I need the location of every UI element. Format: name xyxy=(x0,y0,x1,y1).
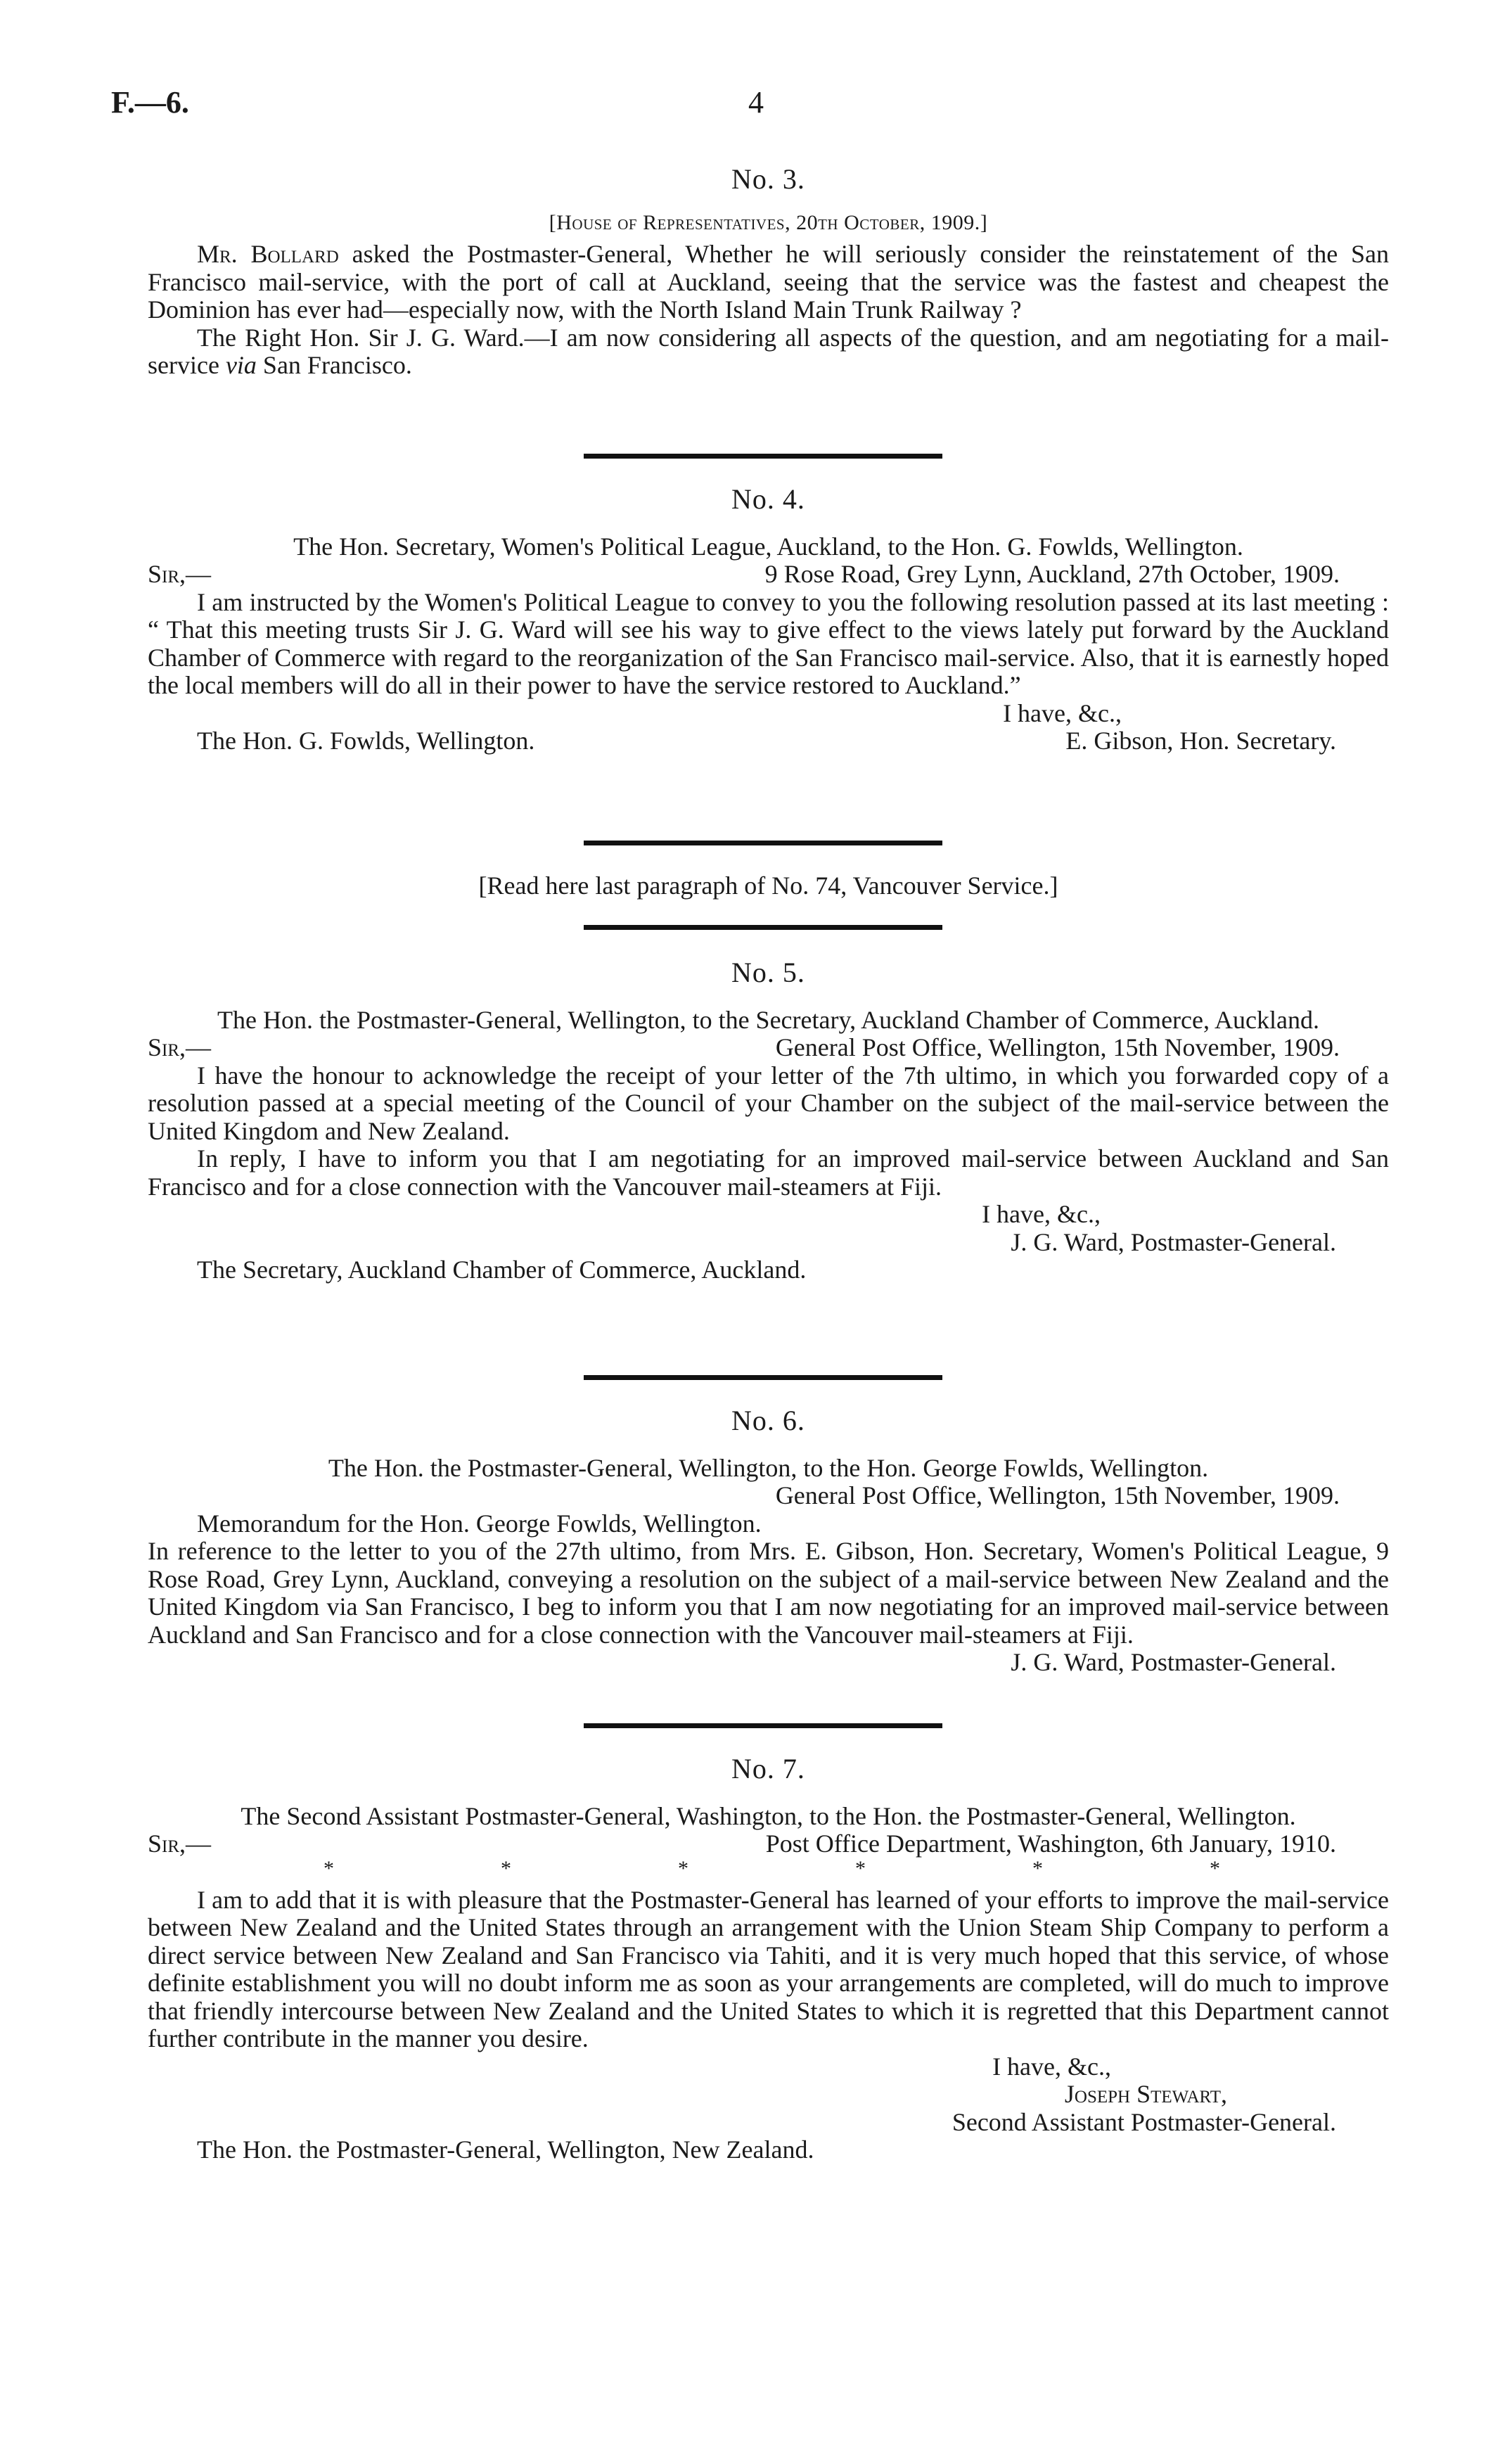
elision-star: * xyxy=(323,1856,334,1880)
no6-title: No. 6. xyxy=(731,1405,805,1436)
no5-address: General Post Office, Wellington, 15th November, 1909. xyxy=(775,1033,1340,1061)
no4-heading: The Hon. Secretary, Women's Political League, Auckland, to the Hon. G. Fowlds, Wellington. xyxy=(293,532,1243,561)
no7-addressee: The Hon. the Postmaster-General, Wellington, New Zealand. xyxy=(197,2135,814,2164)
section-no7 xyxy=(148,1755,1389,2164)
no4-closing: I have, &c., xyxy=(1003,698,1122,727)
no3-answer-speaker: The Right Hon. Sir J. G. Ward. xyxy=(197,323,525,352)
section-divider xyxy=(584,841,942,845)
section-no4 xyxy=(148,485,1389,755)
no4-body: I am instructed by the Women's Political League to convey to you the following resolution passed at its last meeting : “ That this meeting trusts Sir J. G. Ward will see his way to give effect to the views lately put forward by the Auckland Chamber of Commerce with regard to the reorganization of the San Francisco mail-service. Also, that it is earnestly hoped the local members will do all in their power to have the service restored to Auckland.” xyxy=(148,587,1389,699)
no4-signature: E. Gibson, Hon. Secretary. xyxy=(1065,727,1336,755)
section-no5 xyxy=(148,959,1389,1284)
no3-answer-text-1: —I am now considering all aspects of the question, and am negotiating for a mail-service xyxy=(148,323,1389,379)
no7-salutation-line xyxy=(148,1830,1389,1858)
no6-signature: J. G. Ward, Postmaster-General. xyxy=(1011,1648,1336,1676)
read-here-note: [Read here last paragraph of No. 74, Vancouver Service.] xyxy=(478,871,1058,900)
no3-question xyxy=(148,241,1389,324)
elision-star: * xyxy=(501,1856,511,1880)
no3-question-text: asked the Postmaster-General, Whether he will seriously consider the reinstatement of the San Francisco mail-service, with the port of call at Auckland, seeing that the service was the fastest and cheapest the Dominion has ever had—especially now, with the North Island Main Trunk Railway ? xyxy=(148,240,1389,324)
no6-memo: Memorandum for the Hon. George Fowlds, Wellington. xyxy=(197,1509,762,1538)
elision-star: * xyxy=(855,1856,866,1880)
no4-salutation-line xyxy=(148,561,1389,589)
section-divider xyxy=(584,925,942,930)
no7-title: No. 7. xyxy=(731,1753,805,1784)
no7-closing: I have, &c., xyxy=(992,2052,1111,2081)
elision-star: * xyxy=(678,1856,688,1880)
no7-elision-stars xyxy=(148,1858,1389,1879)
no7-signature-name: Joseph Stewart, xyxy=(1064,2080,1227,2108)
no7-body: I am to add that it is with pleasure that the Postmaster-General has learned of your efforts to improve the mail-service between New Zealand and the United States through an arrangement with the Union Steam Ship Company to perform a direct service between New Zealand and San Francisco via Tahiti, and it is very much hoped that this service, of whose definite establishment you will no doubt inform me as soon as your arrangements are completed, will do much to improve that friendly intercourse between New Zealand and the United States to which it is regretted that this Department cannot further contribute in the manner you desire. xyxy=(148,1885,1389,2052)
no5-closing: I have, &c., xyxy=(982,1200,1101,1228)
no6-heading: The Hon. the Postmaster-General, Wellington, to the Hon. George Fowlds, Wellington. xyxy=(328,1453,1209,1482)
no3-caption: [House of Representatives, 20th October, 1909.] xyxy=(549,210,988,234)
no3-answer-text-2: San Francisco. xyxy=(256,351,412,379)
no4-addressee: The Hon. G. Fowlds, Wellington. xyxy=(197,727,535,755)
no4-address: 9 Rose Road, Grey Lynn, Auckland, 27th October, 1909. xyxy=(764,560,1340,588)
no5-para2: In reply, I have to inform you that I am negotiating for an improved mail-service between Auckland and San Francisco and for a close connection with the Vancouver mail-steamers at Fiji. xyxy=(148,1144,1389,1201)
no4-salutation: Sir,— xyxy=(148,560,212,588)
no6-body: In reference to the letter to you of the 27th ultimo, from Mrs. E. Gibson, Hon. Secretary, Women's Political League, 9 Rose Road, Grey Lynn, Auckland, conveying a resolution on the subject of a mail-service between New Zealand and the United Kingdom via San Francisco, I beg to inform you that I am now negotiating for an improved mail-service between Auckland and San Francisco and for a close connection with the Vancouver mail-steamers at Fiji. xyxy=(148,1537,1389,1649)
no5-title: No. 5. xyxy=(731,957,805,988)
page-number: 4 xyxy=(748,85,764,120)
no6-address: General Post Office, Wellington, 15th November, 1909. xyxy=(775,1481,1340,1509)
no4-signature-line xyxy=(148,727,1389,755)
no5-heading: The Hon. the Postmaster-General, Wellington, to the Secretary, Auckland Chamber of Commerce, Auckland. xyxy=(217,1005,1319,1034)
no3-answer-via: via xyxy=(225,351,257,379)
no5-salutation-line xyxy=(148,1034,1389,1062)
document-code: F.—6. xyxy=(111,85,189,120)
no5-para1: I have the honour to acknowledge the receipt of your letter of the 7th ultimo, in which you forwarded copy of a resolution passed at a special meeting of the Council of your Chamber on the subject of the mail-service between the United Kingdom and New Zealand. xyxy=(148,1061,1389,1145)
no7-heading: The Second Assistant Postmaster-General, Washington, to the Hon. the Postmaster-General, Wellington. xyxy=(241,1801,1296,1830)
no3-answer xyxy=(148,324,1389,380)
no7-salutation: Sir,— xyxy=(148,1829,212,1858)
section-divider xyxy=(584,454,942,459)
section-no3 xyxy=(148,165,1389,380)
elision-star: * xyxy=(1032,1856,1043,1880)
section-divider xyxy=(584,1375,942,1380)
section-divider xyxy=(584,1723,942,1728)
no3-title: No. 3. xyxy=(731,163,805,195)
no5-signature: J. G. Ward, Postmaster-General. xyxy=(1011,1227,1336,1256)
no5-salutation: Sir,— xyxy=(148,1033,212,1061)
elision-star: * xyxy=(1210,1856,1220,1880)
no7-signature-title: Second Assistant Postmaster-General. xyxy=(952,2107,1336,2136)
no4-title: No. 4. xyxy=(731,483,805,515)
no3-question-speaker: Mr. Bollard xyxy=(197,240,339,268)
section-no6 xyxy=(148,1407,1389,1677)
no5-addressee: The Secretary, Auckland Chamber of Commerce, Auckland. xyxy=(197,1256,807,1284)
no7-address: Post Office Department, Washington, 6th January, 1910. xyxy=(765,1829,1336,1858)
